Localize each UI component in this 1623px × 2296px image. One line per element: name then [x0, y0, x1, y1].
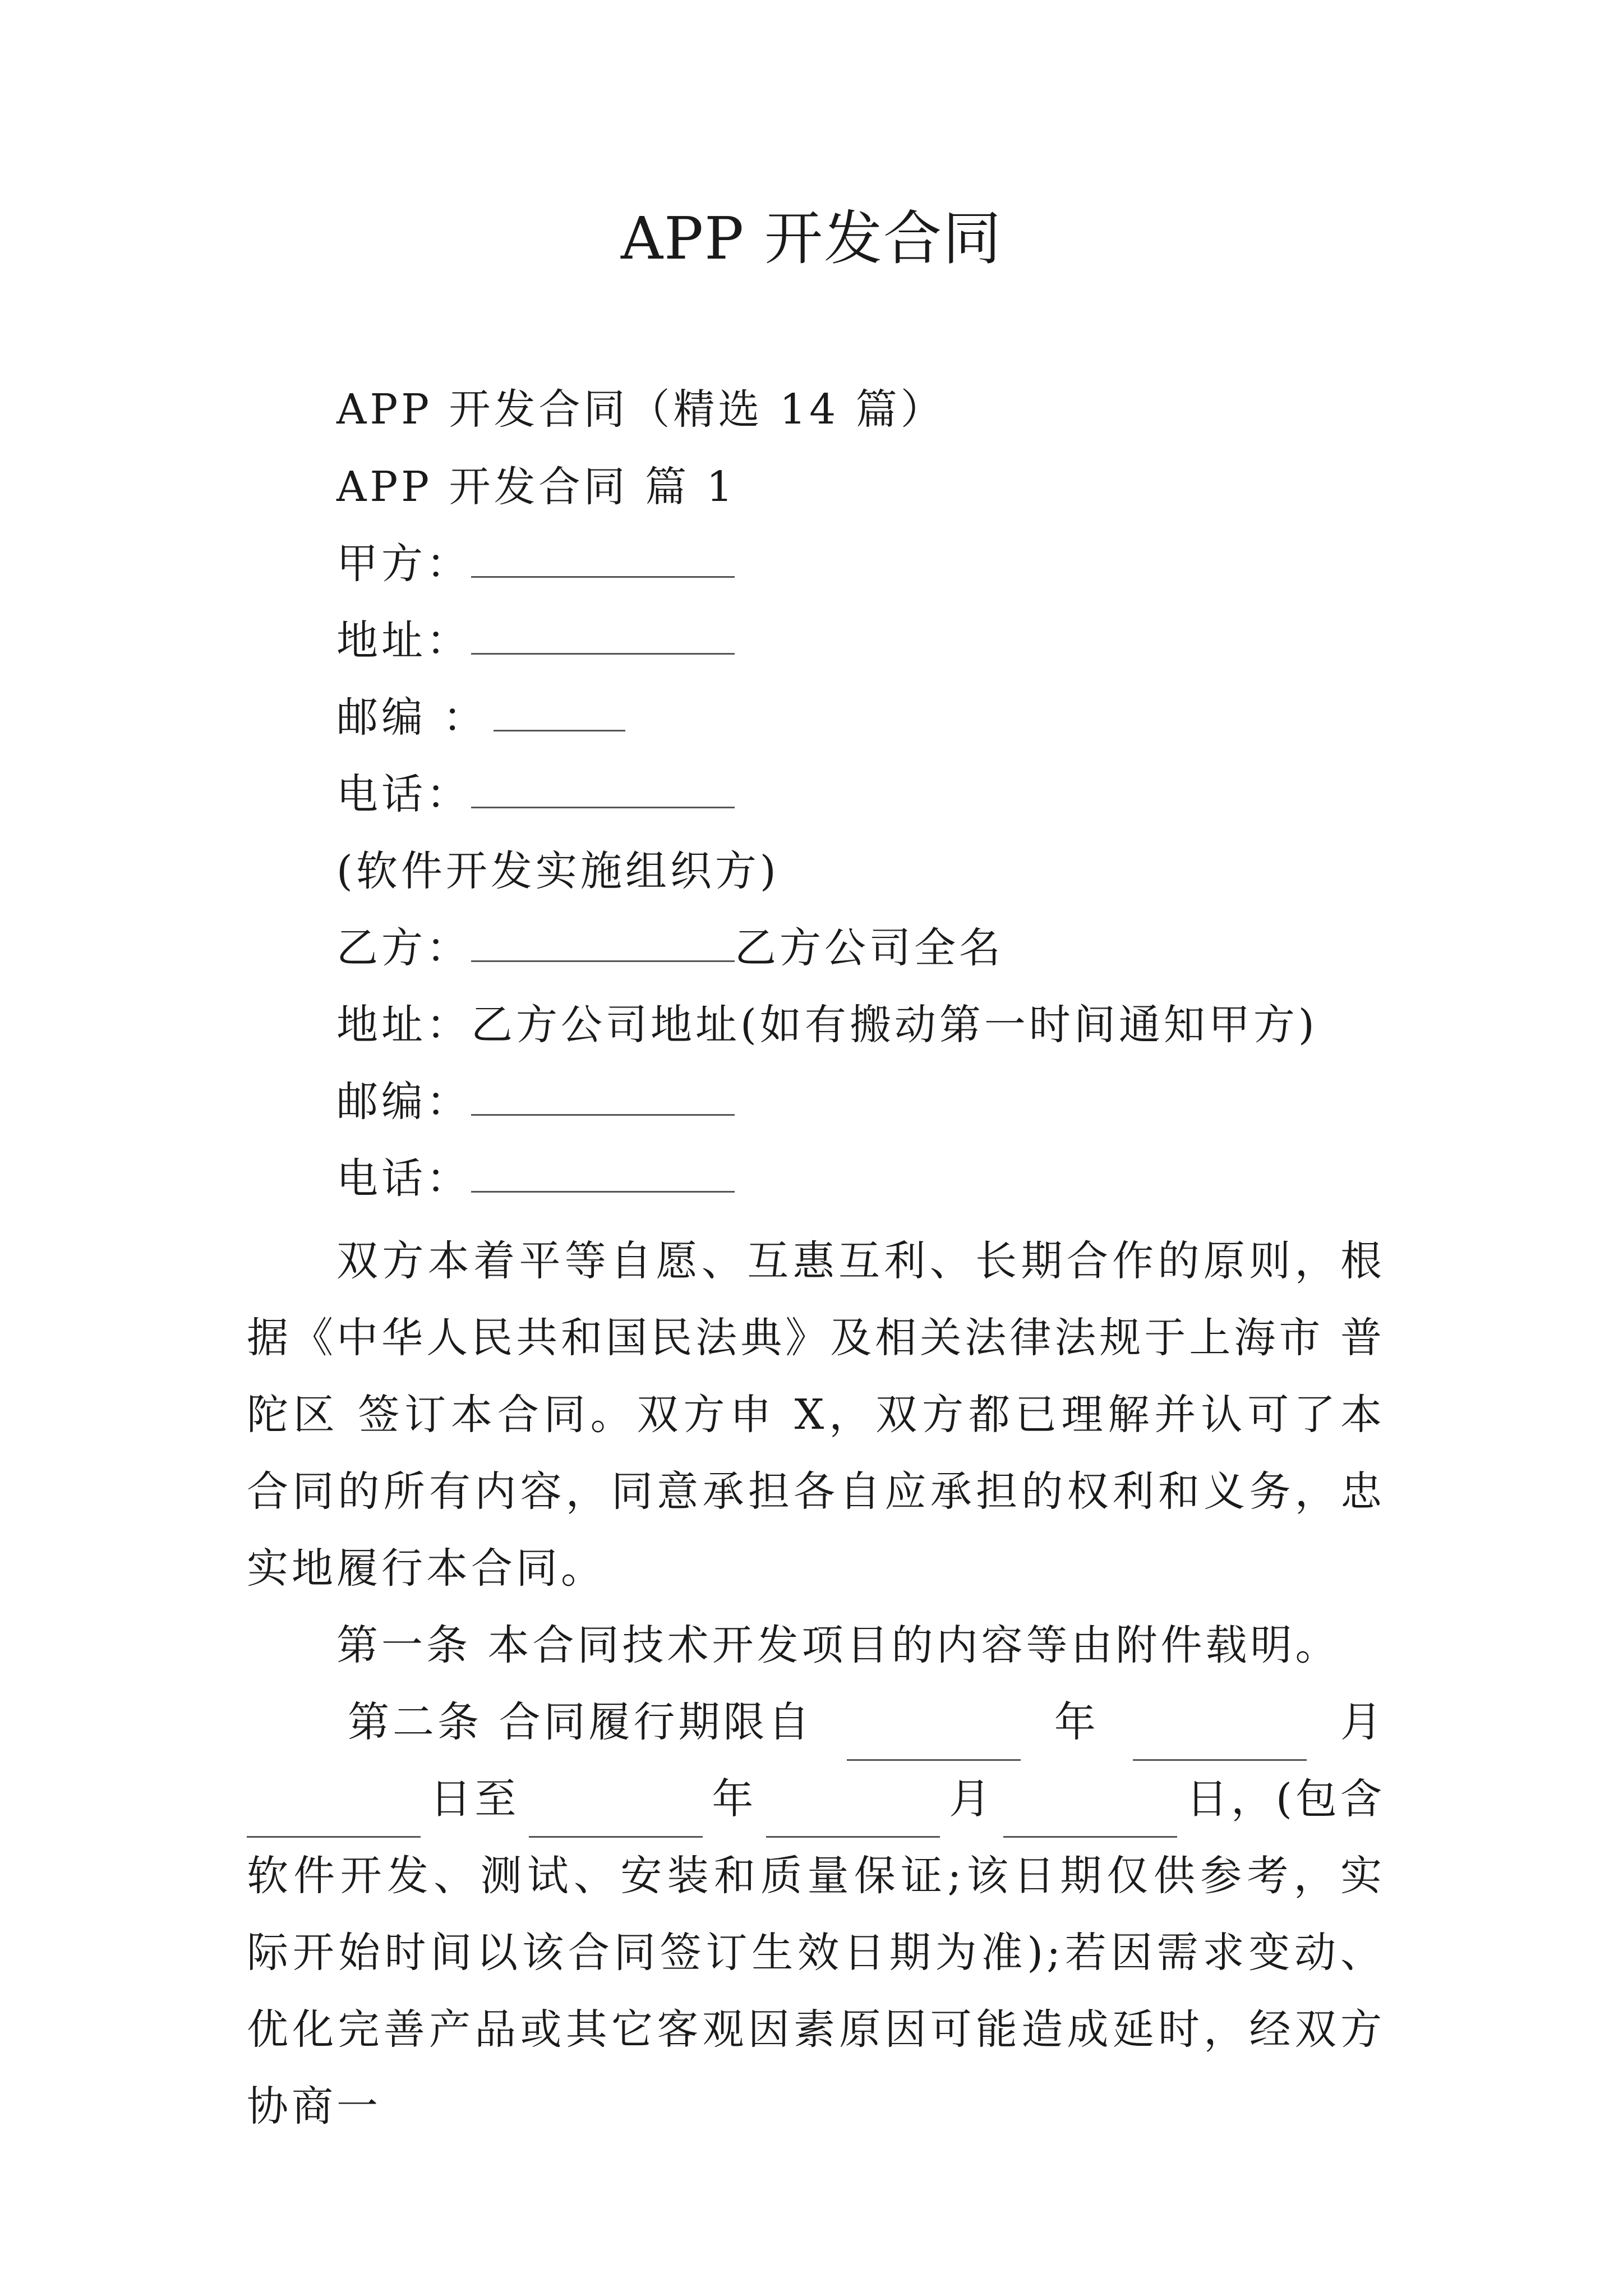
party-b-address-row [336, 997, 1318, 1053]
article-2-rest: 软件开发、测试、安装和质量保证;该日期仅供参考，实际开始时间以该合同签订生效日期为准);若因需求变动、优化完善产品或其它客观因素原因可能造成延时，经双方协商一 [247, 1852, 1385, 2131]
party-b-phone-row [336, 1151, 735, 1207]
article-2-year-unit: 年 [1054, 1698, 1099, 1746]
party-a-name-blank[interactable] [471, 541, 735, 578]
article-2-lead: 第二条 合同履行期限自 [348, 1698, 813, 1746]
article-2-line-2 [247, 1761, 1385, 1838]
article-2-day-unit: 日，(包含 [1186, 1775, 1385, 1823]
preamble-paragraph: 双方本着平等自愿、互惠互利、长期合作的原则，根据《中华人民共和国民法典》及相关法律法规于上海市 普陀区 签订本合同。双方申 X，双方都已理解并认可了本合同的所有内容，同意承担各自应承担的权利和义务，忠实地履行本合同。 [247, 1237, 1385, 1593]
article-2-end-month-blank[interactable] [766, 1801, 940, 1838]
article-2-day-to: 日至 [430, 1775, 520, 1823]
article-2-end-year-unit: 年 [712, 1775, 757, 1823]
party-b-postcode-label: 邮编： [336, 1078, 471, 1126]
party-a-address-blank[interactable] [471, 618, 735, 655]
article-2-end-month-unit: 月 [949, 1775, 994, 1823]
article-2-end-year-blank[interactable] [529, 1801, 703, 1838]
party-a-address-label: 地址： [336, 616, 471, 665]
party-a-postcode-row [336, 689, 625, 746]
party-b-name-label: 乙方： [336, 924, 471, 972]
document-title: APP 开发合同 [620, 204, 1003, 273]
party-b-postcode-row [336, 1074, 735, 1130]
article-1: 第一条 本合同技术开发项目的内容等由附件载明。 [336, 1621, 1340, 1669]
party-b-address-label: 地址： [336, 1001, 471, 1049]
section-heading: APP 开发合同 篇 1 [336, 463, 736, 511]
party-a-postcode-label: 邮编 ： [336, 693, 488, 742]
party-b-name-suffix: 乙方公司全名 [735, 924, 1004, 972]
article-2-start-year-blank[interactable] [847, 1724, 1021, 1761]
party-b-address-value: 乙方公司地址(如有搬动第一时间通知甲方) [471, 1001, 1318, 1049]
party-a-name-row [336, 536, 735, 592]
article-2-end-day-blank[interactable] [1003, 1801, 1177, 1838]
party-a-phone-row [336, 766, 735, 822]
party-b-phone-blank[interactable] [471, 1156, 735, 1193]
party-a-name-label: 甲方： [336, 540, 471, 588]
party-b-name-row [336, 920, 1004, 976]
party-a-phone-label: 电话： [336, 770, 471, 818]
article-2-start-day-blank[interactable] [247, 1801, 421, 1838]
party-b-phone-label: 电话： [336, 1154, 471, 1203]
party-b-postcode-blank[interactable] [471, 1079, 735, 1116]
subtitle: APP 开发合同（精选 14 篇） [336, 385, 946, 434]
party-a-role-note: (软件开发实施组织方) [336, 847, 780, 895]
article-2-month-unit: 月 [1340, 1698, 1385, 1746]
party-b-name-blank[interactable] [471, 926, 735, 962]
party-a-postcode-blank[interactable] [494, 695, 625, 731]
article-2-line-1 [247, 1684, 1385, 1761]
party-a-phone-blank[interactable] [471, 772, 735, 808]
party-a-address-row [336, 613, 735, 669]
article-2-start-month-blank[interactable] [1133, 1724, 1307, 1761]
